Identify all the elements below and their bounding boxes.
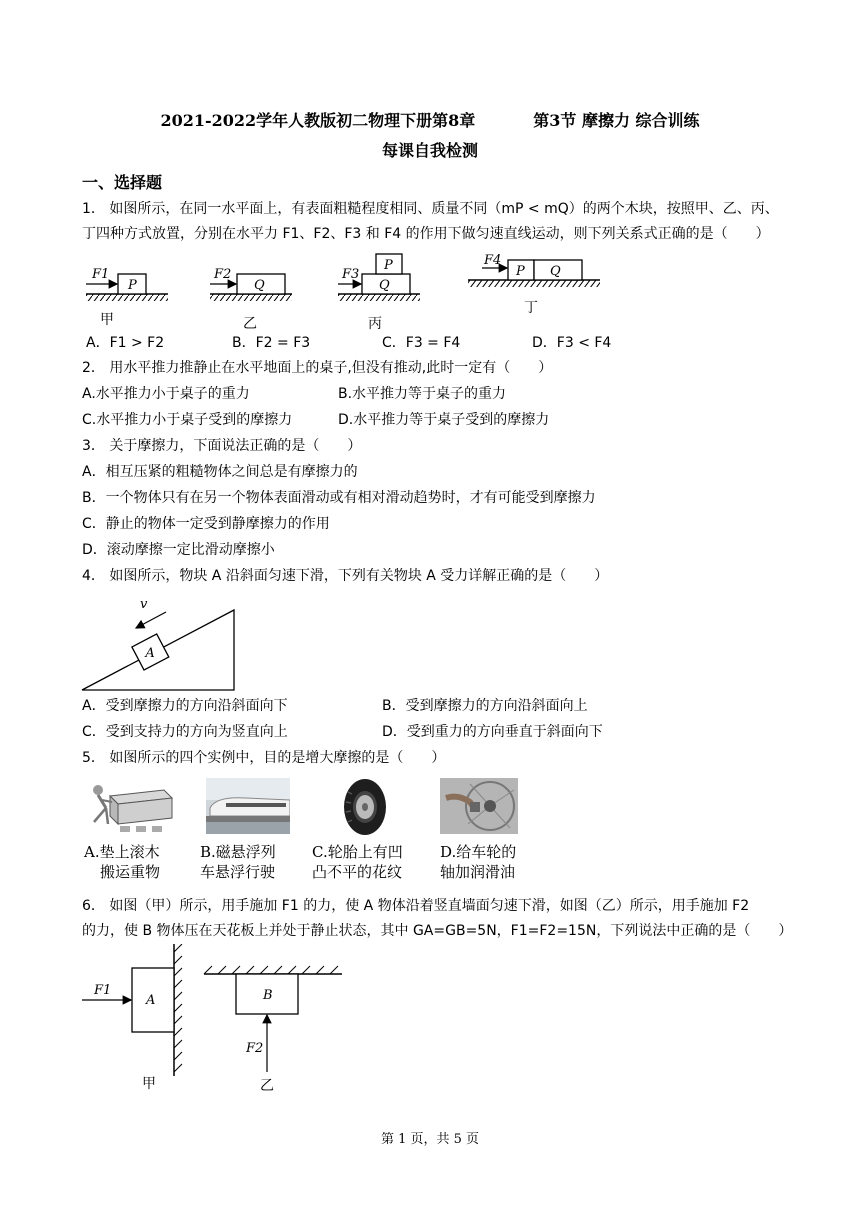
fig-label-jia: 甲 — [100, 312, 114, 328]
q4-option-a: A．受到摩擦力的方向沿斜面向下 — [82, 698, 288, 714]
block-b-label-q6: B — [263, 988, 273, 1003]
fig-jia — [86, 267, 168, 328]
block-a-label: A — [145, 645, 155, 661]
fig-ding — [468, 253, 600, 316]
force-f4: F4 — [484, 253, 502, 268]
photo-rollers-box — [84, 778, 174, 836]
q1-figure — [80, 248, 620, 330]
q4-option-d: D．受到重力的方向垂直于斜面向下 — [382, 724, 603, 740]
block-q-bing: Q — [379, 278, 390, 293]
q2-stem: 2． 用水平推力推静止在水平地面上的桌子,但没有推动,此时一定有（ ） — [82, 360, 553, 376]
q4-option-c: C．受到支持力的方向为竖直向上 — [82, 724, 288, 740]
q4-incline-figure — [80, 590, 240, 694]
q1-option-a: A．F1 > F2 — [86, 335, 165, 351]
q3-option-b: B．一个物体只有在另一个物体表面滑动或有相对滑动趋势时，才有可能受到摩擦力 — [82, 490, 596, 506]
fig-label-ding: 丁 — [524, 300, 538, 316]
caption-c-line1: C.轮胎上有凹 — [312, 843, 403, 861]
photo-bike-axle — [440, 778, 518, 834]
block-q-ding: Q — [550, 264, 561, 279]
caption-b-line2: 车悬浮行驶 — [200, 863, 276, 881]
q6-figure — [80, 944, 370, 1096]
q2-option-a: A.水平推力小于桌子的重力 — [82, 386, 250, 402]
q3-option-c: C．静止的物体一定受到静摩擦力的作用 — [82, 516, 330, 532]
q1-line2: 丁四种方式放置，分别在水平力 F1、F2、F3 和 F4 的作用下做匀速直线运动，则下列关系式正确的是（ ） — [82, 226, 770, 242]
block-p-bing: P — [384, 258, 393, 273]
force-f3: F3 — [342, 267, 360, 282]
caption-d-line1: D.给车轮的 — [440, 843, 517, 861]
q3-option-d: D．滚动摩擦一定比滑动摩擦小 — [82, 542, 275, 558]
q5-stem: 5． 如图所示的四个实例中，目的是增大摩擦的是（ ） — [82, 750, 446, 766]
fig-yi — [210, 267, 292, 330]
caption-d-line2: 轴加润滑油 — [440, 863, 516, 881]
q2-option-c: C.水平推力小于桌子受到的摩擦力 — [82, 412, 293, 428]
q5-caption-a — [84, 842, 160, 882]
page-footer: 第 1 页，共 5 页 — [380, 1132, 480, 1147]
q4-stem: 4． 如图所示，物块 A 沿斜面匀速下滑，下列有关物块 A 受力详解正确的是（ ） — [82, 568, 609, 584]
q6-line2: 的力，使 B 物体压在天花板上并处于静止状态，其中 GA=GB=5N，F1=F2=15N，下列说法中正确的是（ ） — [82, 923, 793, 939]
title-part1: 2021-2022学年人教版初二物理下册第8章 — [160, 111, 476, 130]
q1-option-c: C．F3 = F4 — [382, 335, 461, 351]
q5-caption-c — [312, 842, 403, 882]
section-heading: 一、选择题 — [82, 173, 163, 192]
q1-line1: 1． 如图所示，在同一水平面上，有表面粗糙程度相同、质量不同（mP < mQ）的两个木块，按照甲、乙、丙、 — [82, 201, 779, 217]
title-part2: 第3节 摩擦力 综合训练 — [533, 111, 700, 130]
photo-maglev-train — [206, 778, 290, 834]
q5-caption-d — [440, 842, 516, 882]
q5-caption-b — [200, 842, 276, 882]
force-f1-q6: F1 — [94, 983, 112, 998]
fig-label-yi: 乙 — [243, 316, 257, 330]
photo-tire — [342, 778, 388, 836]
caption-a-line2: 搬运重物 — [100, 863, 161, 881]
page-title — [0, 108, 860, 131]
block-p-ding: P — [516, 264, 525, 279]
caption-b-line1: B.磁悬浮列 — [200, 843, 276, 861]
force-f1: F1 — [92, 267, 110, 282]
block-p-jia: P — [128, 278, 137, 293]
q2-option-d: D.水平推力等于桌子受到的摩擦力 — [338, 412, 550, 428]
caption-a-line1: A.垫上滚木 — [84, 843, 160, 861]
q1-option-d: D．F3 < F4 — [532, 335, 612, 351]
q6-line1: 6． 如图（甲）所示，用手施加 F1 的力，使 A 物体沿着竖直墙面匀速下滑，如图（乙）所示，用手施加 F2 — [82, 898, 750, 914]
fig-bing — [338, 254, 420, 330]
force-f2-q6: F2 — [246, 1041, 264, 1056]
block-q-yi: Q — [254, 278, 265, 293]
q1-option-b: B．F2 = F3 — [232, 335, 311, 351]
caption-c-line2: 凸不平的花纹 — [312, 863, 403, 881]
q4-option-b: B．受到摩擦力的方向沿斜面向上 — [382, 698, 588, 714]
fig-label-yi-q6: 乙 — [260, 1078, 274, 1094]
block-a-label-q6: A — [146, 993, 156, 1008]
force-f2: F2 — [214, 267, 232, 282]
fig-label-jia-q6: 甲 — [142, 1076, 156, 1092]
fig-label-bing: 丙 — [368, 316, 382, 330]
page-subtitle: 每课自我检测 — [381, 141, 478, 160]
q2-option-b: B.水平推力等于桌子的重力 — [338, 386, 507, 402]
q3-option-a: A．相互压紧的粗糙物体之间总是有摩擦力的 — [82, 464, 358, 480]
q3-stem: 3． 关于摩擦力，下面说法正确的是（ ） — [82, 438, 362, 454]
velocity-label: v — [140, 597, 148, 612]
